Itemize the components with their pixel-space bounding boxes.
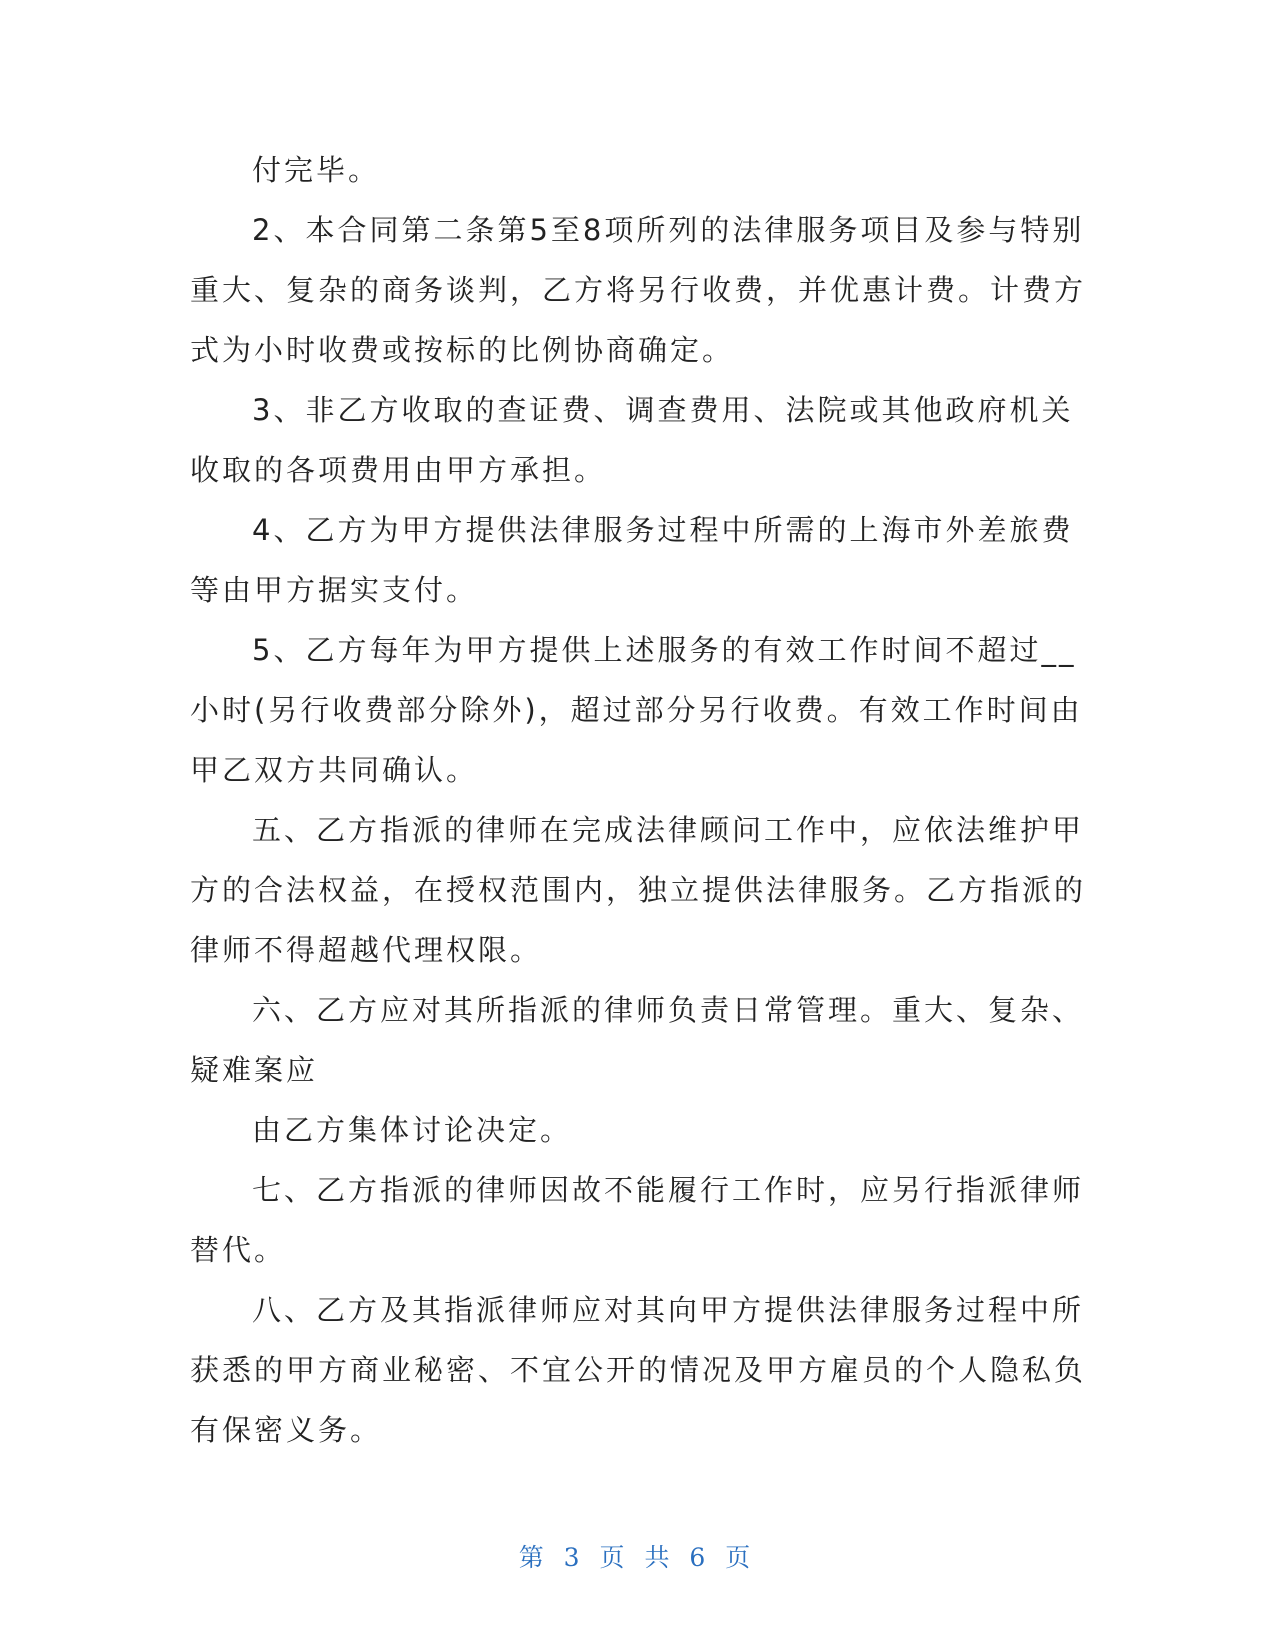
paragraph-item-5: 5、乙方每年为甲方提供上述服务的有效工作时间不超过__小时(另行收费部分除外)，超过部分另行收费。有效工作时间由甲乙双方共同确认。 (190, 633, 1083, 787)
document-body (190, 140, 1090, 1460)
paragraph-clause-6: 六、乙方应对其所指派的律师负责日常管理。重大、复杂、疑难案应 (190, 993, 1085, 1087)
paragraph-clause-7: 七、乙方指派的律师因故不能履行工作时，应另行指派律师替代。 (190, 1173, 1085, 1267)
paragraph-item-2: 2、本合同第二条第5至8项所列的法律服务项目及参与特别重大、复杂的商务谈判，乙方将另行收费，并优惠计费。计费方式为小时收费或按标的比例协商确定。 (190, 213, 1087, 367)
paragraph-item-4: 4、乙方为甲方提供法律服务过程中所需的上海市外差旅费等由甲方据实支付。 (190, 513, 1074, 607)
paragraph-item-3: 3、非乙方收取的查证费、调查费用、法院或其他政府机关收取的各项费用由甲方承担。 (190, 393, 1074, 487)
page-number-footer: 第 3 页 共 6 页 (518, 1543, 757, 1572)
paragraph-clause-8: 八、乙方及其指派律师应对其向甲方提供法律服务过程中所获悉的甲方商业秘密、不宜公开的情况及甲方雇员的个人隐私负有保密义务。 (190, 1293, 1087, 1447)
paragraph-clause-6-continued: 由乙方集体讨论决定。 (252, 1113, 573, 1147)
paragraph-continuation: 付完毕。 (252, 153, 381, 187)
paragraph-clause-5: 五、乙方指派的律师在完成法律顾问工作中，应依法维护甲方的合法权益，在授权范围内，独立提供法律服务。乙方指派的律师不得超越代理权限。 (190, 813, 1087, 967)
